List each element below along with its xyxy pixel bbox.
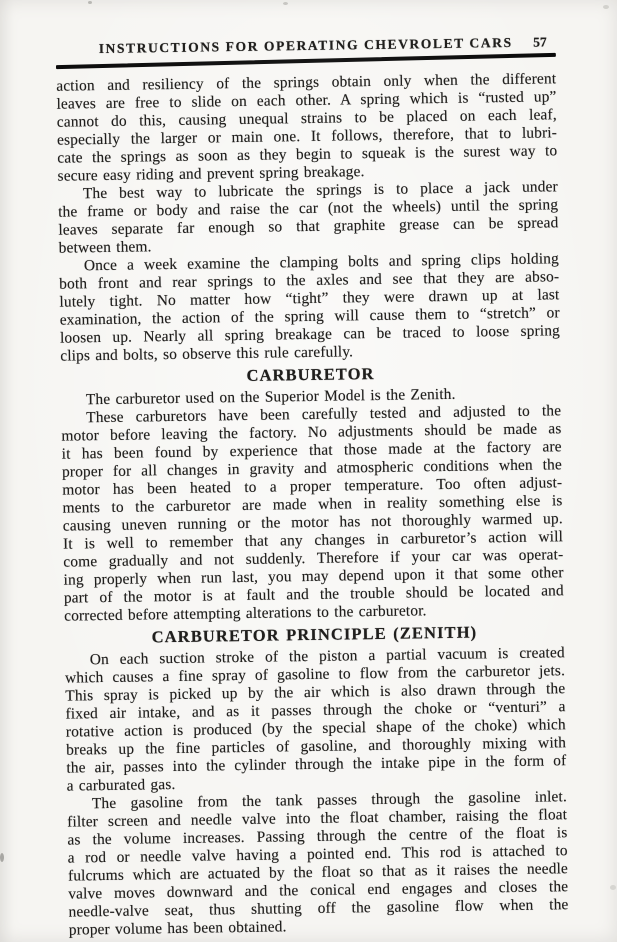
text-line: a carburated gas. (66, 775, 176, 795)
text-line: a rod or needle valve having a pointed end. This rod is attached to (67, 841, 568, 867)
section-heading: CARBURETOR (246, 363, 375, 385)
body-paragraph (61, 402, 564, 625)
text-line: filter screen and needle valve into the float chamber, raising the float (67, 805, 568, 831)
text-line: action and resiliency of the springs obtain only when the different (56, 69, 557, 95)
text-line: breaks up the fine particles of gasoline, and thoroughly mixing with (65, 733, 567, 759)
text-line: come gradually and not suddenly. Therefore if your car was operat- (63, 545, 564, 571)
text-line: cate the springs as soon as they begin to squeak is the surest way to (57, 141, 558, 167)
text-line: motor has been heated to a proper temperature. Too often adjust- (62, 473, 563, 499)
text-line: needle-valve seat, thus shutting off the gasoline flow when the (68, 895, 569, 921)
text-line: fixed air intake, and as it passes through the choke or “venturi” a (65, 697, 566, 723)
text-blocks (56, 70, 569, 939)
text-line: lutely tight. No matter how “tight” they were drawn up at last (59, 285, 560, 311)
text-line: motor before leaving the factory. No adjustments should be made as (61, 419, 562, 445)
body-paragraph (59, 250, 561, 365)
text-line: fulcrums which are actuated by the float so that as it raises the needle (67, 859, 569, 885)
body-paragraph (65, 644, 567, 795)
text-line: Once a week examine the clamping bolts and spring clips holding (83, 249, 560, 274)
text-line: both front and rear springs to the axles and see that they are abso- (59, 267, 560, 293)
text-line: loosen up. Nearly all spring breakage can be traced to loose spring (59, 321, 561, 347)
text-line: These carburetors have been carefully tested and adjusted to the (86, 401, 562, 426)
text-line: clips and bolts, so observe this rule carefully. (60, 342, 354, 365)
page-number: 57 (533, 34, 547, 50)
text-line: secure easy riding and prevent spring breakage. (57, 162, 365, 185)
text-line: leaves are free to slide on each other. A spring which is “rusted up” (56, 87, 557, 113)
text-line: On each suction stroke of the piston a partial vacuum is created (89, 643, 565, 668)
scan-speck (0, 853, 4, 862)
text-line: between them. (58, 237, 152, 257)
text-line: The gasoline from the tank passes through the gasoline inlet. (91, 787, 567, 812)
text-line: part of the motor is at fault and the trouble should be located and (63, 581, 564, 607)
body-paragraph (56, 70, 558, 185)
text-line: the frame or body and raise the car (not the wheels) until the spring (58, 195, 559, 221)
text-line: especially the larger or main one. It follows, therefore, that to lubri- (56, 123, 558, 149)
text-line: it has been found by experience that those made at the factory are (61, 437, 562, 463)
body-paragraph (67, 788, 569, 939)
text-line: rotative action is produced (by the special shape of the choke) which (65, 715, 566, 741)
text-line: This spray is picked up by the air which is also drawn through the (65, 679, 566, 705)
text-line: leaves separate far enough so that graphite grease can be spread (58, 213, 559, 239)
text-line: The best way to lubricate the springs is to place a jack under (82, 177, 558, 202)
text-line: ments to the carburetor are made when in reality something else is (62, 491, 563, 517)
section-heading: CARBURETOR PRINCIPLE (ZENITH) (151, 622, 478, 646)
text-line: proper for all changes in gravity and atmospheric conditions when the (61, 455, 563, 481)
running-header-title: INSTRUCTIONS FOR OPERATING CHEVROLET CARS (98, 34, 513, 57)
text-line: which causes a fine spray of gasoline to flow from the carburetor jets. (64, 661, 566, 687)
text-line: the air, passes into the cylinder through the intake pipe in the form of (66, 751, 567, 777)
text-line: examination, the action of the spring will cause them to “stretch” or (59, 303, 560, 329)
text-line: cannot do this, causing unequal strains to be placed on each leaf, (56, 105, 557, 131)
text-line: causing uneven running or the motor has not thoroughly warmed up. (62, 509, 563, 535)
text-line: proper volume has been obtained. (68, 917, 287, 939)
text-line: ing properly when run last, you may depend upon it that some other (63, 563, 564, 589)
text-line: It is well to remember that any changes in carburetor’s action will (62, 527, 564, 553)
body-paragraph (58, 178, 559, 257)
text-line: as the volume increases. Passing through the centre of the float is (67, 823, 568, 849)
text-line: valve moves downward and the conical end engages and closes the (68, 877, 569, 903)
text-line: corrected before attempting alterations to the carburetor. (64, 601, 427, 625)
text-line: The carburetor used on the Superior Model is the Zenith. (85, 385, 456, 408)
